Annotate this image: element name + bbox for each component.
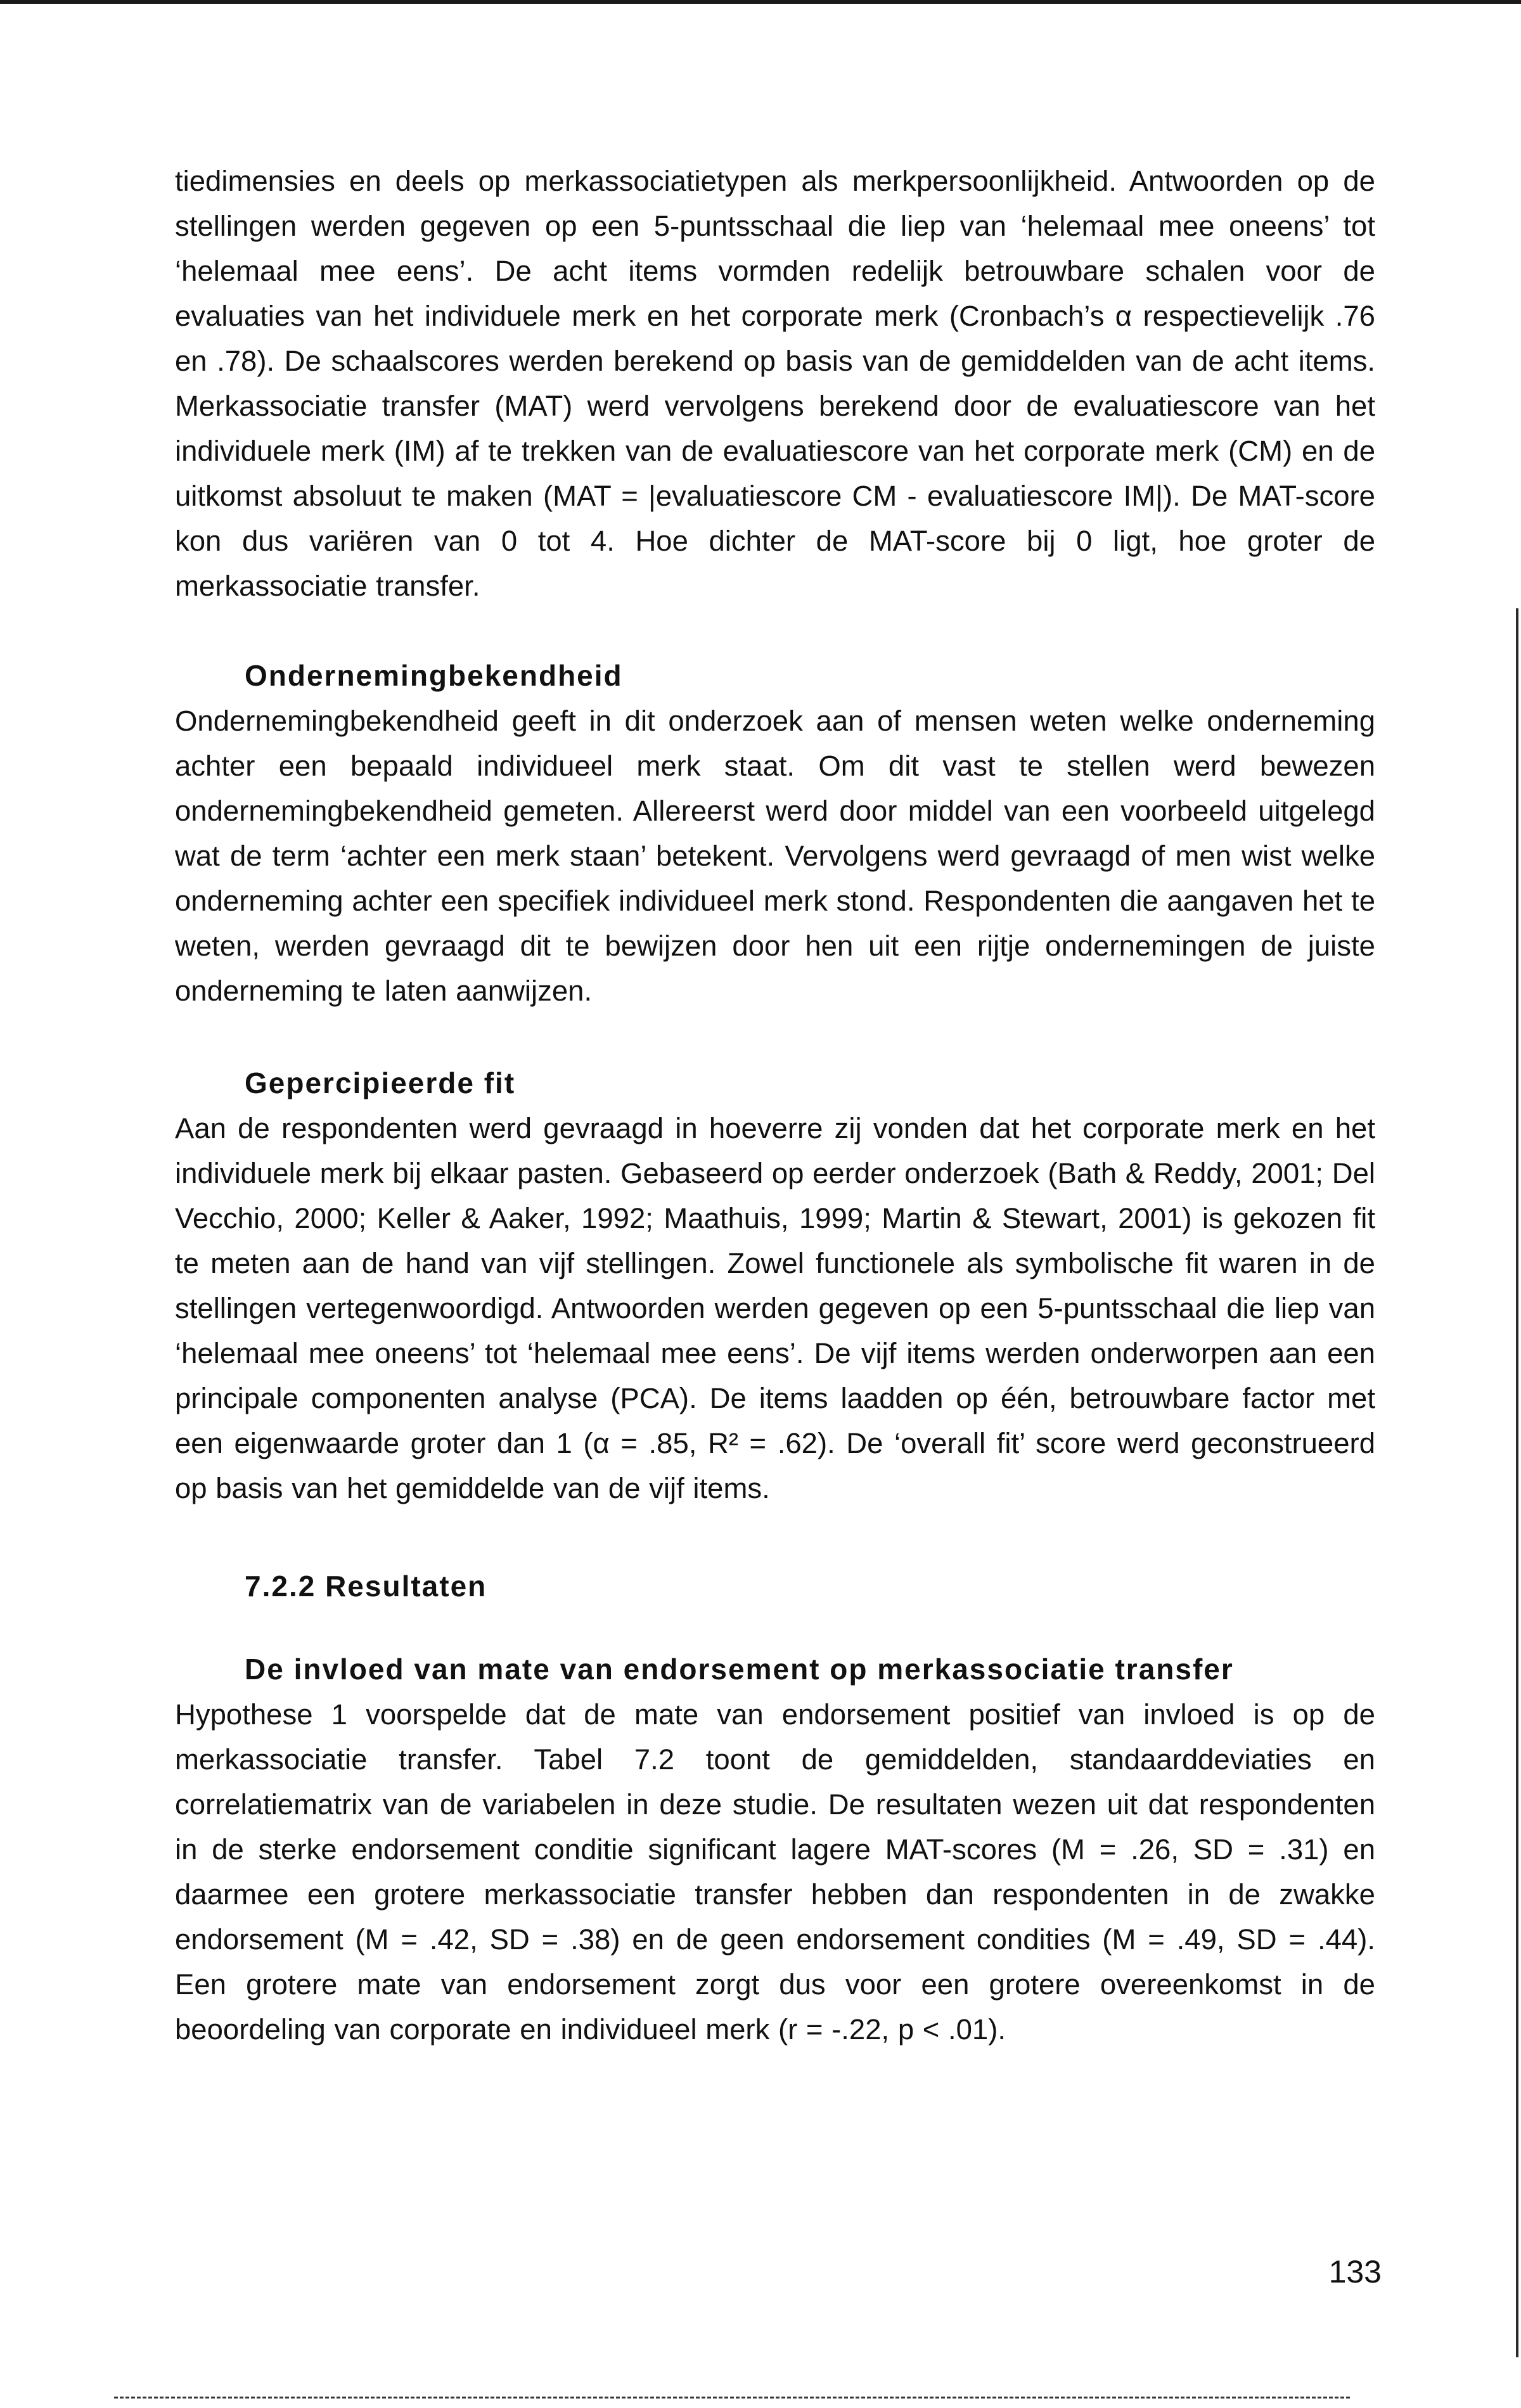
spacer	[175, 1013, 1375, 1061]
scan-right-edge	[1516, 608, 1518, 2357]
heading-invloed-endorsement: De invloed van mate van endorsement op merkassociatie transfer	[245, 1653, 1234, 1686]
section-heading-resultaten: 7.2.2 Resultaten	[245, 1570, 487, 1603]
document-page	[175, 158, 1375, 2052]
spacer	[175, 608, 1375, 653]
paragraph-invloed-endorsement: Hypothese 1 voorspelde dat de mate van endorsement positief van invloed is op de merkassociatie transfer. Tabel 7.2 toont de gemiddelden, standaarddeviaties en correlatiematrix van de variabelen in deze studie. De resultaten wezen uit dat respondenten in de sterke endorsement conditie significant lagere MAT-scores (M = .26, SD = .31) en daarmee een grotere merkassociatie transfer hebben dan respondenten in de zwakke endorsement (M = .42, SD = .38) en de geen endorsement condities (M = .49, SD = .44). Een grotere mate van endorsement zorgt dus voor een grotere overeenkomst in de beoordeling van corporate en individueel merk (r = -.22, p < .01).	[175, 1698, 1375, 2046]
paragraph-ondernemingbekendheid: Ondernemingbekendheid geeft in dit onderzoek aan of mensen weten welke onderneming achter een bepaald individueel merk staat. Om dit vast te stellen werd bewezen ondernemingbekendheid gemeten. Allereerst werd door middel van een voorbeeld uitgelegd wat de term ‘achter een merk staan’ betekent. Vervolgens werd gevraagd of men wist welke onderneming achter een specifiek individueel merk stond. Respondenten die aangaven het te weten, werden gevraagd dit te bewijzen door hen uit een rijtje ondernemingen de juiste onderneming te laten aanwijzen.	[175, 705, 1375, 1007]
heading-ondernemingbekendheid: Ondernemingbekendheid	[245, 659, 623, 692]
page-number: 133	[1328, 2254, 1382, 2290]
scan-bottom-edge	[114, 2397, 1350, 2398]
paragraph-intro: tiedimensies en deels op merkassociatietypen als merkpersoonlijkheid. Antwoorden op de stellingen werden gegeven op een 5-puntsschaal die liep van ‘helemaal mee oneens’ tot ‘helemaal mee eens’. De acht items vormden redelijk betrouwbare schalen voor de evaluaties van het individuele merk en het corporate merk (Cronbach’s α respectievelijk .76 en .78). De schaalscores werden berekend op basis van de gemiddelden van de acht items. Merkassociatie transfer (MAT) werd vervolgens berekend door de evaluatiescore van het individuele merk (IM) af te trekken van de evaluatiescore van het corporate merk (CM) en de uitkomst absoluut te maken (MAT = |evaluatiescore CM - evaluatiescore IM|). De MAT-score kon dus variëren van 0 tot 4. Hoe dichter de MAT-score bij 0 ligt, hoe groter de merkassociatie transfer.	[175, 165, 1375, 602]
heading-gepercipieerde-fit: Gepercipieerde fit	[245, 1066, 516, 1099]
scan-top-edge	[0, 0, 1521, 4]
paragraph-gepercipieerde-fit: Aan de respondenten werd gevraagd in hoeverre zij vonden dat het corporate merk en het individuele merk bij elkaar pasten. Gebaseerd op eerder onderzoek (Bath & Reddy, 2001; Del Vecchio, 2000; Keller & Aaker, 1992; Maathuis, 1999; Martin & Stewart, 2001) is gekozen fit te meten aan de hand van vijf stellingen. Zowel functionele als symbolische fit waren in de stellingen vertegenwoordigd. Antwoorden werden gegeven op een 5-puntsschaal die liep van ‘helemaal mee oneens’ tot ‘helemaal mee eens’. De vijf items werden onderworpen aan een principale componenten analyse (PCA). De items laadden op één, betrouwbare factor met een eigenwaarde groter dan 1 (α = .85, R² = .62). De ‘overall fit’ score werd geconstrueerd op basis van het gemiddelde van de vijf items.	[175, 1112, 1375, 1504]
spacer	[175, 1511, 1375, 1564]
spacer	[175, 1609, 1375, 1647]
